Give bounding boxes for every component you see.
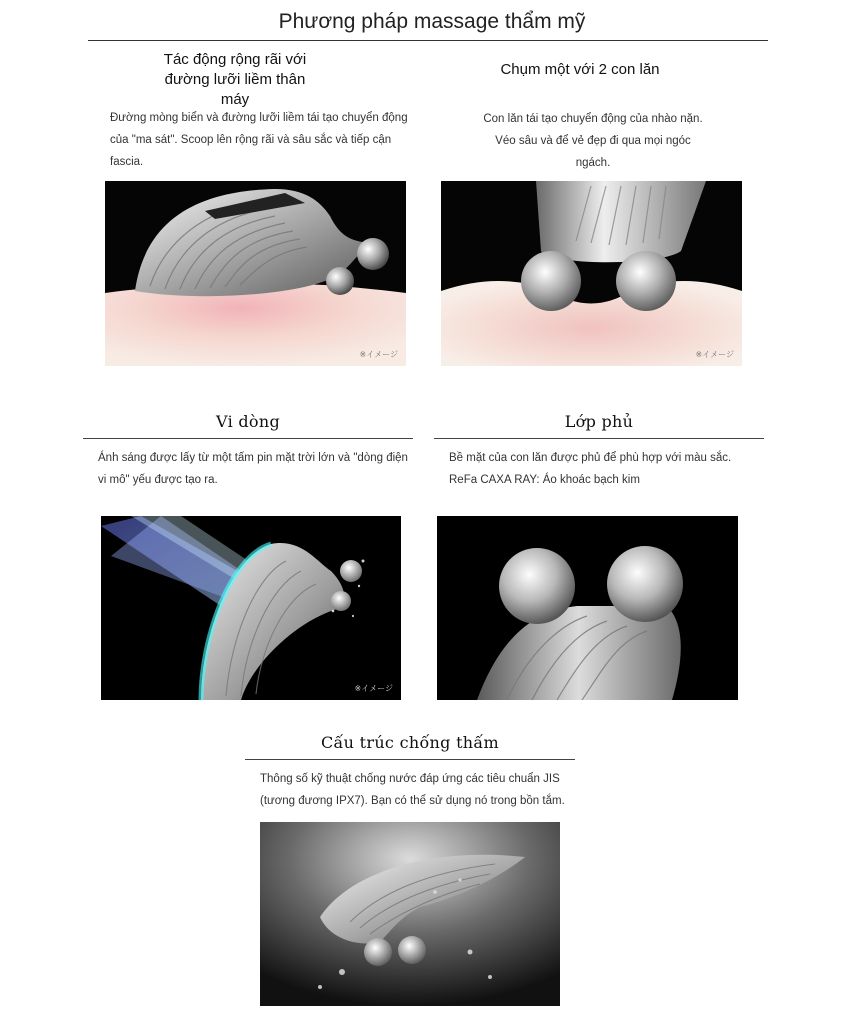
waterproof-image [260,822,560,1006]
page-title: Phương pháp massage thẩm mỹ [278,10,586,33]
microcurrent-image [101,516,401,700]
microcurrent-image-caption: ※イメージ [354,684,393,693]
rollers-heading: Chụm một với 2 con lăn [500,61,660,78]
microcurrent-heading: Vi dòng [216,412,280,431]
rollers-pinch-image [441,181,742,366]
coating-body-line2: ReFa CAXA RAY: Áo khoác bạch kim [449,474,640,486]
rollers-body: Con lăn tái tạo chuyển động của nhào nặn. Véo sâu và để vẻ đẹp đi qua mọi ngóc ngách. [483,113,703,169]
crescent-body: Đường mòng biển và đường lưỡi liềm tái tạo chuyển động của "ma sát". Scoop lên rộng rãi và sâu sắc và tiếp cận fascia. [110,112,408,168]
rollers-image-caption: ※イメージ [695,350,734,359]
waterproof-body: Thông số kỹ thuật chống nước đáp ứng các tiêu chuẩn JIS (tương đương IPX7). Bạn có thể sử dụng nó trong bồn tắm. [260,773,565,807]
crescent-massage-image [105,181,406,366]
waterproof-heading: Cấu trúc chống thấm [321,733,499,752]
microcurrent-body: Ánh sáng được lấy từ một tấm pin mặt trời lớn và "dòng điện vi mô" yếu được tạo ra. [98,452,408,486]
title-divider [88,40,768,41]
coating-heading: Lớp phủ [564,412,634,431]
coating-image [437,516,738,700]
coating-body-line1: Bề mặt của con lăn được phủ để phù hợp với màu sắc. [449,452,732,464]
coating-divider [434,438,764,439]
waterproof-divider [245,759,575,760]
crescent-image-caption: ※イメージ [359,350,398,359]
microcurrent-divider [83,438,413,439]
crescent-heading: Tác động rộng rãi với đường lưỡi liềm thân máy [163,51,307,108]
